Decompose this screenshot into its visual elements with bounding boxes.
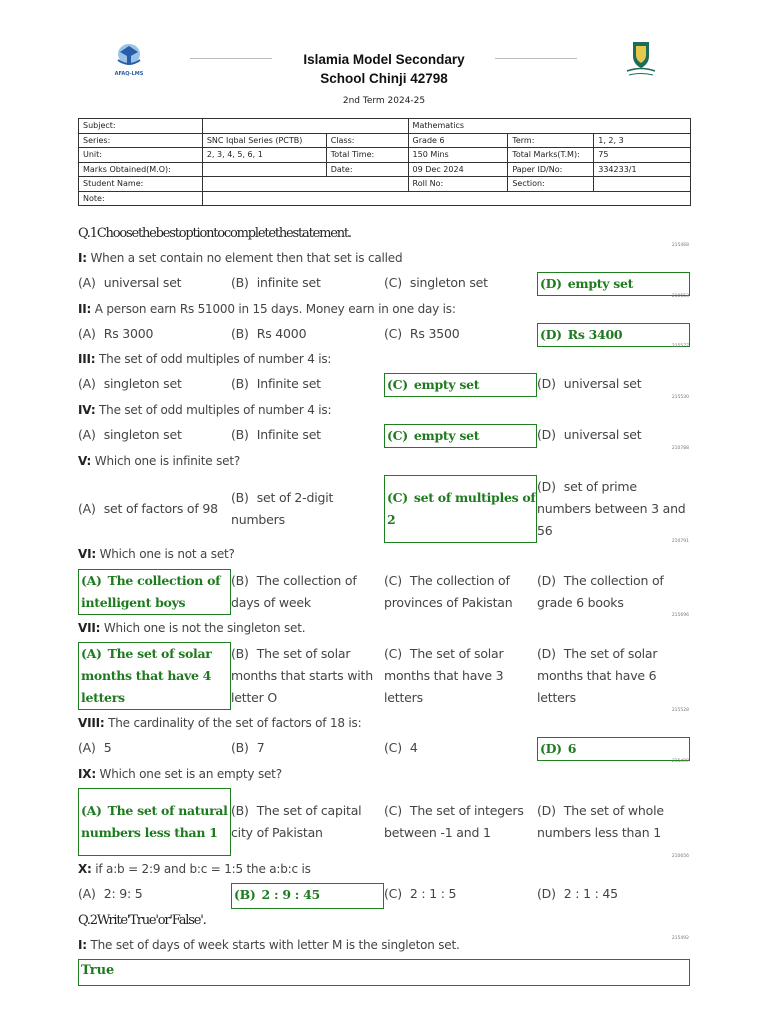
option-text: The set of solar months that starts with letter O	[231, 646, 373, 705]
option-text: 5	[103, 740, 112, 755]
question-stem	[78, 403, 331, 417]
info-cell	[202, 191, 690, 206]
option-text: 6	[567, 741, 577, 756]
question-text: The set of odd multiples of number 4 is:	[99, 403, 332, 417]
option-content	[387, 425, 536, 447]
option-letter: (A)	[78, 376, 96, 391]
question-stem	[78, 547, 235, 561]
info-cell: Mathematics	[408, 119, 690, 134]
question-number: X:	[78, 862, 92, 876]
option-content	[540, 273, 689, 295]
option-text: The collection of grade 6 books	[537, 573, 664, 610]
question-text: Which one is infinite set?	[94, 454, 240, 468]
option-content	[78, 883, 231, 905]
info-row	[79, 119, 691, 134]
option-letter: (B)	[231, 740, 249, 755]
question-text: The cardinality of the set of factors of 18 is:	[108, 716, 362, 730]
header-rule-right	[495, 58, 577, 59]
option-letter: (D)	[537, 427, 556, 442]
option-content	[537, 883, 690, 905]
option-text: universal set	[103, 275, 182, 290]
option-text: 2 : 1 : 45	[563, 886, 618, 901]
option-content	[231, 487, 384, 531]
option-letter: (A)	[78, 501, 96, 516]
option	[78, 424, 231, 448]
option-text: Rs 3000	[103, 326, 154, 341]
q2-title: Q.2Write'True'or'False'.	[78, 913, 206, 928]
question-id: 215577	[671, 344, 689, 349]
student-info-table	[78, 118, 691, 206]
question-number: VII:	[78, 621, 101, 635]
question-text: if a:b = 2:9 and b:c = 1:5 the a:b:c is	[95, 862, 311, 876]
option-content	[540, 324, 689, 346]
info-row	[79, 148, 691, 163]
option	[78, 737, 231, 761]
option	[231, 737, 384, 761]
option-text: Rs 3500	[409, 326, 460, 341]
option-letter: (D)	[537, 573, 556, 588]
question-id: 210791	[671, 539, 689, 544]
option-content	[384, 883, 537, 905]
question-id: 215492	[671, 936, 689, 941]
option-text: Rs 3400	[567, 327, 623, 342]
option-letter: (C)	[384, 646, 402, 661]
info-cell: Class:	[326, 133, 408, 148]
option-letter: (B)	[231, 573, 249, 588]
info-cell	[202, 177, 408, 192]
option	[231, 272, 384, 296]
option-letter: (A)	[78, 326, 96, 341]
option-letter: (A)	[81, 646, 102, 661]
question-stem	[78, 251, 402, 265]
option-letter: (D)	[537, 479, 556, 494]
info-cell: 09 Dec 2024	[408, 162, 508, 177]
info-row	[79, 162, 691, 177]
question-number: IV:	[78, 403, 96, 417]
correct-option	[78, 569, 231, 615]
info-cell: SNC Iqbal Series (PCTB)	[202, 133, 326, 148]
option-text: The collection of days of week	[231, 573, 357, 610]
option-content	[537, 373, 690, 395]
option	[537, 883, 690, 909]
question-number: VI:	[78, 547, 96, 561]
option-content	[78, 323, 231, 345]
option	[537, 569, 690, 615]
option-letter: (C)	[384, 803, 402, 818]
info-cell: Student Name:	[79, 177, 203, 192]
info-cell: Total Time:	[326, 148, 408, 163]
question-text: When a set contain no element then that set is called	[90, 251, 403, 265]
option-text: The set of integers between -1 and 1	[384, 803, 524, 840]
option-text: The set of solar months that have 3 letters	[384, 646, 504, 705]
option-text: The collection of intelligent boys	[81, 573, 221, 610]
question-text: The set of days of week starts with letter M is the singleton set.	[90, 938, 460, 952]
info-cell: Subject:	[79, 119, 203, 134]
option-letter: (C)	[387, 428, 408, 443]
option-content	[537, 570, 690, 614]
option	[537, 642, 690, 710]
school-crest-logo	[621, 38, 661, 78]
option-letter: (A)	[81, 573, 102, 588]
info-cell: 1, 2, 3	[594, 133, 691, 148]
option-text: 4	[409, 740, 418, 755]
option-letter: (B)	[231, 275, 249, 290]
option-letter: (B)	[231, 646, 249, 661]
question-id: 215468	[671, 243, 689, 248]
info-row	[79, 133, 691, 148]
option-letter: (D)	[540, 327, 562, 342]
option-content	[537, 476, 690, 542]
option-content	[81, 570, 230, 614]
info-cell: Date:	[326, 162, 408, 177]
option-letter: (A)	[78, 427, 96, 442]
option-text: set of factors of 98	[103, 501, 218, 516]
option-text: empty set	[567, 276, 634, 291]
question-text: Which one is not a set?	[99, 547, 235, 561]
option-letter: (A)	[81, 803, 102, 818]
option	[537, 424, 690, 448]
option-letter: (D)	[537, 886, 556, 901]
info-row	[79, 191, 691, 206]
option-letter: (B)	[231, 803, 249, 818]
question-id: 210653	[671, 294, 689, 299]
option	[384, 737, 537, 761]
question-text: The set of odd multiples of number 4 is:	[99, 352, 332, 366]
option-content	[537, 800, 690, 844]
correct-option	[78, 642, 231, 710]
info-cell	[202, 119, 408, 134]
option-content	[78, 737, 231, 759]
option-content	[231, 373, 384, 395]
question-stem	[78, 302, 456, 316]
option-letter: (C)	[387, 490, 408, 505]
exam-header	[0, 34, 768, 114]
option-content	[231, 643, 384, 709]
question-text: A person earn Rs 51000 in 15 days. Money earn in one day is:	[94, 302, 456, 316]
q1-title: Q.1Choosethebestoptiontocompletethestatement.	[78, 226, 351, 241]
option-content	[81, 800, 230, 844]
info-cell: 2, 3, 4, 5, 6, 1	[202, 148, 326, 163]
option-content	[387, 487, 536, 531]
option	[384, 569, 537, 615]
question-number: IX:	[78, 767, 96, 781]
option	[78, 883, 231, 909]
option-text: infinite set	[256, 275, 321, 290]
question-id: 210656	[671, 854, 689, 859]
option-content	[537, 643, 690, 709]
option-text: empty set	[413, 428, 480, 443]
option-text: 2 : 9 : 45	[261, 887, 320, 902]
info-cell: Total Marks(T.M):	[508, 148, 594, 163]
option-letter: (D)	[540, 741, 562, 756]
option-content	[81, 643, 230, 709]
question-text: Which one set is an empty set?	[99, 767, 282, 781]
option-content	[537, 424, 690, 446]
correct-option	[537, 737, 690, 761]
option-text: The collection of provinces of Pakistan	[384, 573, 513, 610]
option-text: empty set	[413, 377, 480, 392]
option	[231, 475, 384, 543]
question-id: 215530	[671, 395, 689, 400]
option	[231, 373, 384, 397]
correct-option	[78, 788, 231, 856]
option-letter: (A)	[78, 740, 96, 755]
option-content	[78, 373, 231, 395]
option-letter: (B)	[231, 490, 249, 505]
option-text: 2 : 1 : 5	[409, 886, 457, 901]
option-text: 7	[256, 740, 265, 755]
option-content	[384, 737, 537, 759]
question-text: Which one is not the singleton set.	[103, 621, 306, 635]
term-label: 2nd Term 2024-25	[342, 96, 426, 106]
question-id: 215528	[671, 708, 689, 713]
option	[384, 642, 537, 710]
info-cell: Series:	[79, 133, 203, 148]
option-letter: (D)	[537, 646, 556, 661]
question-stem	[78, 621, 305, 635]
option	[78, 475, 231, 543]
option-letter: (C)	[384, 326, 402, 341]
info-cell: Note:	[79, 191, 203, 206]
info-cell: Section:	[508, 177, 594, 192]
option-letter: (A)	[78, 886, 96, 901]
option-letter: (C)	[384, 886, 402, 901]
question-stem	[78, 938, 460, 952]
info-row	[79, 177, 691, 192]
true-false-answer: True	[78, 959, 690, 986]
option	[537, 373, 690, 397]
info-cell: Roll No:	[408, 177, 508, 192]
option-content	[384, 323, 537, 345]
option-letter: (D)	[537, 376, 556, 391]
option-letter: (B)	[234, 887, 256, 902]
question-stem	[78, 352, 331, 366]
option-content	[540, 738, 689, 760]
option-text: The set of natural numbers less than 1	[81, 803, 228, 840]
question-stem	[78, 454, 240, 468]
option-content	[231, 737, 384, 759]
question-number: V:	[78, 454, 92, 468]
option-letter: (B)	[231, 427, 249, 442]
option-content	[384, 643, 537, 709]
option-content	[384, 800, 537, 844]
option	[231, 788, 384, 856]
option	[231, 424, 384, 448]
correct-option	[231, 883, 384, 909]
option-letter: (B)	[231, 376, 249, 391]
option	[384, 788, 537, 856]
option-text: Rs 4000	[256, 326, 307, 341]
correct-option	[537, 272, 690, 296]
option-text: singleton set	[103, 427, 182, 442]
question-id: 215499	[671, 759, 689, 764]
option-letter: (C)	[384, 573, 402, 588]
option	[78, 373, 231, 397]
question-stem	[78, 716, 361, 730]
info-cell: Marks Obtained(M.O):	[79, 162, 203, 177]
option-content	[78, 272, 231, 294]
question-number: III:	[78, 352, 96, 366]
correct-option	[384, 475, 537, 543]
question-id: 210788	[671, 446, 689, 451]
option	[231, 569, 384, 615]
option-text: The set of capital city of Pakistan	[231, 803, 362, 840]
option-content	[384, 570, 537, 614]
correct-option	[384, 373, 537, 397]
option-text: singleton set	[409, 275, 488, 290]
option-text: universal set	[563, 376, 642, 391]
option-content	[387, 374, 536, 396]
option-text: 2: 9: 5	[103, 886, 143, 901]
question-number: I:	[78, 938, 87, 952]
option-letter: (C)	[384, 740, 402, 755]
option-text: Infinite set	[256, 376, 321, 391]
option	[231, 642, 384, 710]
option	[384, 883, 537, 909]
question-number: I:	[78, 251, 87, 265]
option-content	[231, 570, 384, 614]
option-letter: (D)	[537, 803, 556, 818]
question-number: II:	[78, 302, 92, 316]
option-content	[231, 424, 384, 446]
option-content	[384, 272, 537, 294]
school-name-line2: School Chinji 42798	[320, 71, 448, 86]
option-text: set of 2-digit numbers	[231, 490, 334, 527]
info-cell: Paper ID/No:	[508, 162, 594, 177]
logo-text: AFAQ-LMS	[114, 71, 144, 77]
option	[384, 272, 537, 296]
info-cell: 334233/1	[594, 162, 691, 177]
option-letter: (A)	[78, 275, 96, 290]
question-stem	[78, 862, 311, 876]
option-text: set of multiples of 2	[387, 490, 536, 527]
option-content	[78, 498, 218, 520]
option-content	[234, 884, 383, 906]
option-letter: (C)	[387, 377, 408, 392]
option	[537, 475, 690, 543]
option-content	[78, 424, 231, 446]
info-cell: Unit:	[79, 148, 203, 163]
option-text: The set of whole numbers less than 1	[537, 803, 664, 840]
option-text: set of prime numbers between 3 and 56	[537, 479, 686, 538]
option-letter: (D)	[540, 276, 562, 291]
info-cell: 150 Mins	[408, 148, 508, 163]
info-cell: 75	[594, 148, 691, 163]
question-number: VIII:	[78, 716, 105, 730]
option-letter: (C)	[384, 275, 402, 290]
info-cell	[202, 162, 326, 177]
question-stem	[78, 767, 282, 781]
option-content	[231, 272, 384, 294]
question-id: 215696	[671, 613, 689, 618]
correct-option	[384, 424, 537, 448]
option-text: The set of solar months that have 4 letters	[81, 646, 212, 705]
info-cell	[594, 177, 691, 192]
info-cell: Grade 6	[408, 133, 508, 148]
option-text: The set of solar months that have 6 letters	[537, 646, 658, 705]
option-content	[231, 800, 384, 844]
option	[537, 788, 690, 856]
option-content	[231, 323, 384, 345]
school-name-line1: Islamia Model Secondary	[303, 52, 465, 67]
info-cell: Term:	[508, 133, 594, 148]
option	[78, 272, 231, 296]
option-text: Infinite set	[256, 427, 321, 442]
option-text: singleton set	[103, 376, 182, 391]
option-text: universal set	[563, 427, 642, 442]
option-letter: (B)	[231, 326, 249, 341]
